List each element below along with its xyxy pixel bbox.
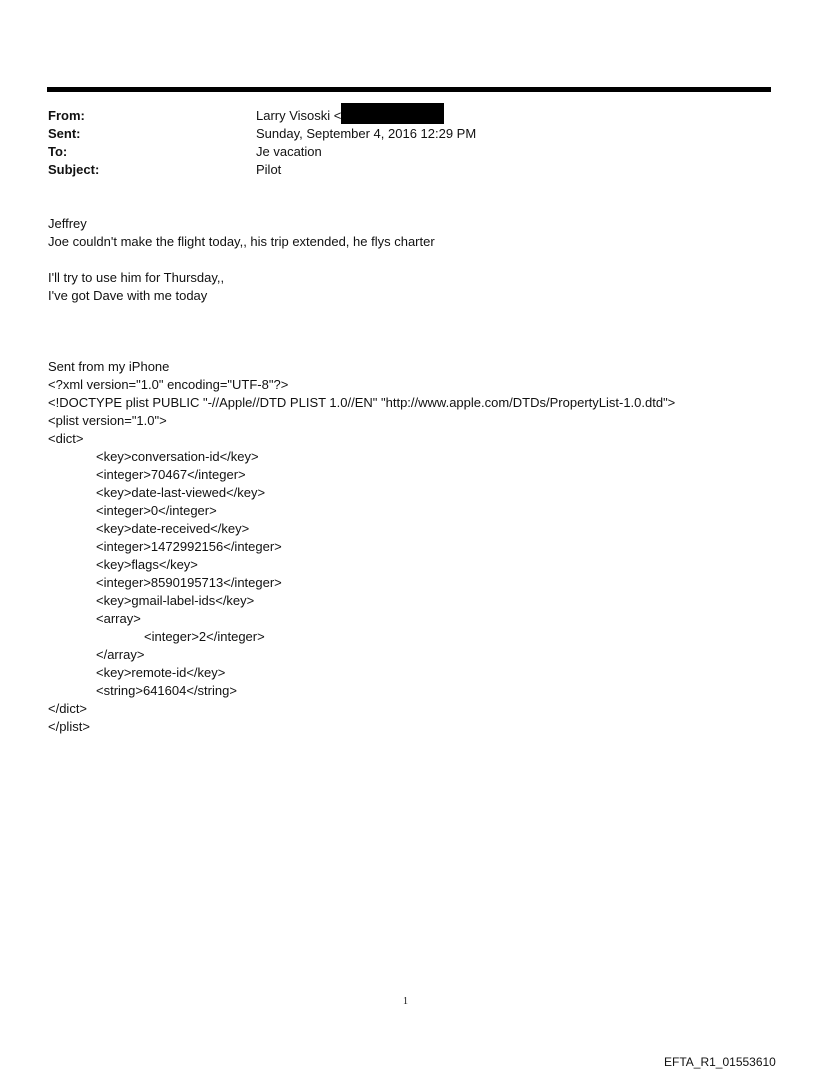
- body-line: I'll try to use him for Thursday,,: [48, 270, 225, 285]
- body-line: I've got Dave with me today: [48, 288, 208, 303]
- to-label: To:: [48, 144, 68, 159]
- body-line: Joe couldn't make the flight today,, his trip extended, he flys charter: [48, 234, 435, 249]
- plist-line: <key>remote-id</key>: [96, 665, 226, 680]
- body-signature: Sent from my iPhone: [48, 359, 170, 374]
- plist-line: <integer>8590195713</integer>: [96, 575, 282, 590]
- body-greeting: Jeffrey: [48, 216, 87, 231]
- page-number: 1: [403, 996, 408, 1007]
- from-label: From:: [48, 108, 85, 123]
- plist-line: <dict>: [48, 431, 84, 446]
- plist-line: <integer>1472992156</integer>: [96, 539, 282, 554]
- to-value: Je vacation: [256, 144, 322, 159]
- sent-label: Sent:: [48, 126, 81, 141]
- plist-line: <integer>0</integer>: [96, 503, 217, 518]
- plist-line: <key>flags</key>: [96, 557, 198, 572]
- plist-line: <key>date-received</key>: [96, 521, 250, 536]
- document-id: EFTA_R1_01553610: [664, 1055, 776, 1069]
- plist-line: </plist>: [48, 719, 90, 734]
- sent-value: Sunday, September 4, 2016 12:29 PM: [256, 126, 477, 141]
- plist-line: <!DOCTYPE plist PUBLIC "-//Apple//DTD PLIST 1.0//EN" "http://www.apple.com/DTDs/PropertyList-1.0.dtd">: [48, 395, 676, 410]
- subject-label: Subject:: [48, 162, 100, 177]
- plist-line: <key>date-last-viewed</key>: [96, 485, 266, 500]
- plist-line: </dict>: [48, 701, 88, 716]
- from-value: Larry Visoski <: [256, 108, 342, 123]
- plist-line: <integer>2</integer>: [144, 629, 265, 644]
- plist-line: <string>641604</string>: [96, 683, 237, 698]
- plist-line: </array>: [96, 647, 145, 662]
- plist-line: <array>: [96, 611, 141, 626]
- plist-line: <key>gmail-label-ids</key>: [96, 593, 255, 608]
- plist-line: <integer>70467</integer>: [96, 467, 246, 482]
- plist-line: <?xml version="1.0" encoding="UTF-8"?>: [48, 377, 289, 392]
- redaction-box: [341, 103, 444, 124]
- plist-line: <plist version="1.0">: [48, 413, 167, 428]
- plist-line: <key>conversation-id</key>: [96, 449, 259, 464]
- subject-value: Pilot: [256, 162, 282, 177]
- header-rule: [47, 87, 771, 92]
